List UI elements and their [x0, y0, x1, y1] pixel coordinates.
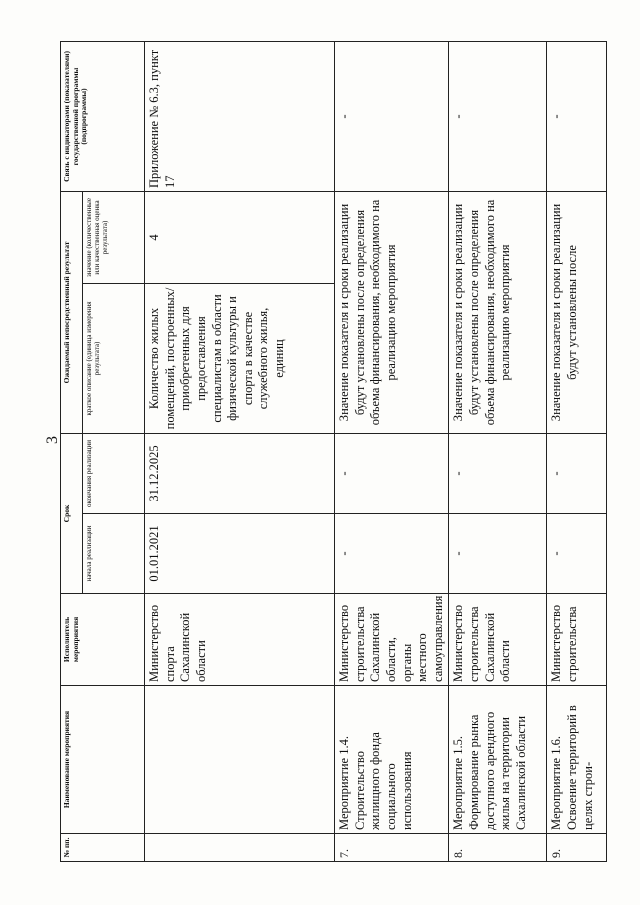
start-date: -: [335, 514, 449, 594]
table-row: [547, 41, 607, 861]
executor: Министерство строительства Сахалинской области, органы местного самоуправления: [335, 594, 449, 686]
table-row: [145, 41, 335, 861]
executor: Министерство спорта Сахалинской области: [145, 594, 335, 686]
indicator-link: -: [335, 41, 449, 191]
header-row-1: [61, 41, 83, 861]
table-row: [335, 41, 449, 861]
row-number: 7.: [335, 834, 449, 862]
result-note: Значение показателя и сроки реализации будут установлены после: [547, 191, 607, 433]
executor: Министерство строительства Сахалинской области: [449, 594, 547, 686]
header-term: Срок: [61, 433, 83, 593]
executor: Министерство строительства: [547, 594, 607, 686]
page-number: 3: [44, 436, 61, 444]
start-date: -: [547, 514, 607, 594]
end-date: -: [547, 433, 607, 513]
end-date: 31.12.2025: [145, 433, 335, 513]
measure-name: [145, 686, 335, 834]
header-term-end: окончания реализации: [83, 433, 145, 513]
header-result: Ожидаемый непосредственный результат: [61, 191, 83, 433]
row-number: 8.: [449, 834, 547, 862]
indicator-link: -: [449, 41, 547, 191]
measures-table: [60, 41, 607, 862]
header-result-value: значение (количественные или качественная оценка результата): [83, 191, 145, 283]
header-num: № пп.: [61, 834, 145, 862]
result-note: Значение показателя и сроки реализации будут установлены после определения объема финансирования, необходимого на реализацию мероприятия: [335, 191, 449, 433]
start-date: -: [449, 514, 547, 594]
result-value: 4: [145, 191, 335, 283]
header-term-start: начала реализации: [83, 514, 145, 594]
table-row: [449, 41, 547, 861]
header-name: Наименование мероприятия: [61, 686, 145, 834]
row-number: [145, 834, 335, 862]
measure-name: Мероприятие 1.6. Освоение территорий в целях строи-: [547, 686, 607, 834]
header-executor: Исполнитель мероприятия: [61, 594, 145, 686]
start-date: 01.01.2021: [145, 514, 335, 594]
indicator-link: Приложение № 6.3, пункт 17: [145, 41, 335, 191]
measure-name: Мероприятие 1.5. Формирование рынка доступного арендного жилья на территории Сахалинской области: [449, 686, 547, 834]
rotated-table-block: [60, 42, 620, 862]
result-description: Количество жилых помещений, построенных/приобретенных для предоставления специалистам в области физической культуры и спорта в качестве служебного жилья, единиц: [145, 283, 335, 433]
measure-name: Мероприятие 1.4. Строительство жилищного фонда социального использования: [335, 686, 449, 834]
row-number: 9.: [547, 834, 607, 862]
indicator-link: -: [547, 41, 607, 191]
header-link: Связь с индикаторами (показателями) государственной программы (подпрограммы): [61, 41, 145, 191]
end-date: -: [449, 433, 547, 513]
header-result-desc: краткое описание (единица измерения результата): [83, 283, 145, 433]
end-date: -: [335, 433, 449, 513]
result-note: Значение показателя и сроки реализации будут установлены после определения объема финансирования, необходимого на реализацию мероприятия: [449, 191, 547, 433]
